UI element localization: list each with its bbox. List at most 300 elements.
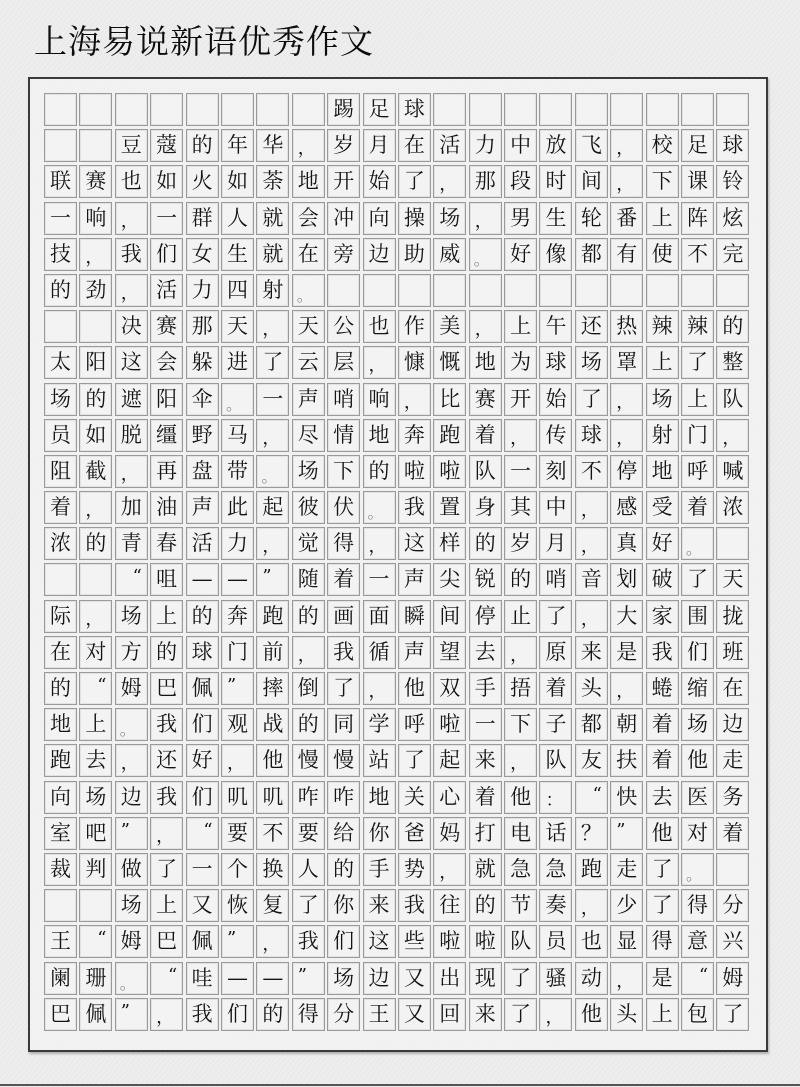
grid-cell: 要 xyxy=(221,817,254,850)
grid-cell: 人 xyxy=(292,853,325,886)
grid-cell: 你 xyxy=(327,889,360,922)
grid-cell: 着 xyxy=(469,781,502,814)
grid-cell: ， xyxy=(610,383,643,416)
manuscript-row xyxy=(44,491,753,527)
grid-cell: 他 xyxy=(646,817,679,850)
grid-cell: 的 xyxy=(44,274,77,307)
grid-cell-empty xyxy=(646,274,679,307)
grid-cell: 尽 xyxy=(292,419,325,452)
grid-cell: 阻 xyxy=(44,455,77,488)
grid-cell: ， xyxy=(433,165,466,198)
grid-cell: 员 xyxy=(44,419,77,452)
grid-cell: 缰 xyxy=(150,419,183,452)
grid-cell: 。 xyxy=(681,527,714,560)
grid-cell: ， xyxy=(79,238,112,271)
grid-cell: 罩 xyxy=(610,346,643,379)
manuscript-row xyxy=(44,853,753,889)
grid-cell: 走 xyxy=(716,744,749,777)
grid-cell: ， xyxy=(115,455,148,488)
grid-cell: 头 xyxy=(610,998,643,1031)
grid-cell: 场 xyxy=(115,600,148,633)
grid-cell: 岁 xyxy=(327,129,360,162)
grid-cell: 。 xyxy=(681,853,714,886)
grid-cell: 了 xyxy=(716,998,749,1031)
grid-cell: 瞬 xyxy=(398,600,431,633)
grid-cell: 回 xyxy=(433,998,466,1031)
grid-cell: 在 xyxy=(716,672,749,705)
grid-cell: 破 xyxy=(646,563,679,596)
grid-cell: ， xyxy=(292,636,325,669)
grid-cell: 劲 xyxy=(79,274,112,307)
grid-cell: 他 xyxy=(256,744,289,777)
grid-cell: 要 xyxy=(292,817,325,850)
grid-cell: 了 xyxy=(327,672,360,705)
manuscript-row xyxy=(44,310,753,346)
manuscript-row xyxy=(44,889,753,925)
grid-cell-empty xyxy=(610,274,643,307)
grid-cell: 场 xyxy=(681,708,714,741)
grid-cell: 传 xyxy=(539,419,572,452)
grid-cell: 好 xyxy=(646,527,679,560)
grid-cell: 爸 xyxy=(398,817,431,850)
grid-cell-empty xyxy=(433,93,466,126)
grid-cell: ， xyxy=(115,274,148,307)
grid-cell: ， xyxy=(256,310,289,343)
grid-cell: 阳 xyxy=(79,346,112,379)
grid-cell: 我 xyxy=(646,636,679,669)
grid-cell: 此 xyxy=(221,491,254,524)
grid-cell: ” xyxy=(115,817,148,850)
grid-cell: 作 xyxy=(398,310,431,343)
grid-cell: ？ xyxy=(575,817,608,850)
grid-cell: 的 xyxy=(716,310,749,343)
grid-cell: 岁 xyxy=(504,527,537,560)
grid-cell: 裁 xyxy=(44,853,77,886)
grid-cell: 巴 xyxy=(150,672,183,705)
grid-cell: 感 xyxy=(610,491,643,524)
grid-cell: ， xyxy=(716,419,749,452)
grid-cell: 力 xyxy=(186,274,219,307)
grid-cell: 走 xyxy=(610,853,643,886)
grid-cell: 姆 xyxy=(115,925,148,958)
grid-cell: 些 xyxy=(398,925,431,958)
grid-cell: 又 xyxy=(398,998,431,1031)
grid-cell: 妈 xyxy=(433,817,466,850)
grid-cell: 辣 xyxy=(646,310,679,343)
grid-cell: 了 xyxy=(398,744,431,777)
grid-cell: 奔 xyxy=(221,600,254,633)
grid-cell: 家 xyxy=(646,600,679,633)
grid-cell: 扶 xyxy=(610,744,643,777)
grid-cell-empty xyxy=(646,93,679,126)
grid-cell: 技 xyxy=(44,238,77,271)
grid-cell: 的 xyxy=(186,129,219,162)
grid-cell: 我 xyxy=(327,636,360,669)
manuscript-row xyxy=(44,672,753,708)
grid-cell: 上 xyxy=(79,708,112,741)
grid-cell: 进 xyxy=(221,346,254,379)
grid-cell: 声 xyxy=(186,491,219,524)
manuscript-row xyxy=(44,238,753,274)
grid-cell: 叽 xyxy=(221,781,254,814)
grid-cell: 兴 xyxy=(716,925,749,958)
grid-cell: 真 xyxy=(610,527,643,560)
manuscript-row xyxy=(44,600,753,636)
grid-cell-empty xyxy=(44,563,77,596)
grid-cell: 下 xyxy=(646,165,679,198)
grid-cell: 又 xyxy=(398,962,431,995)
manuscript-row xyxy=(44,129,753,165)
grid-cell: ， xyxy=(256,419,289,452)
grid-cell: 铃 xyxy=(716,165,749,198)
grid-cell: 油 xyxy=(150,491,183,524)
grid-cell: 叽 xyxy=(256,781,289,814)
grid-cell: 如 xyxy=(79,419,112,452)
grid-cell: 分 xyxy=(716,889,749,922)
grid-cell: 向 xyxy=(44,781,77,814)
grid-cell: 边 xyxy=(716,708,749,741)
grid-cell: 躲 xyxy=(186,346,219,379)
grid-cell: 上 xyxy=(150,889,183,922)
grid-cell: 跑 xyxy=(575,853,608,886)
grid-cell: 关 xyxy=(398,781,431,814)
grid-cell: 射 xyxy=(646,419,679,452)
grid-cell-empty xyxy=(79,310,112,343)
grid-cell: 快 xyxy=(610,781,643,814)
grid-cell: 就 xyxy=(469,853,502,886)
grid-cell: 队 xyxy=(469,455,502,488)
grid-cell: 的 xyxy=(504,563,537,596)
grid-cell: 一 xyxy=(150,202,183,235)
grid-cell: 身 xyxy=(469,491,502,524)
grid-cell: 我 xyxy=(398,889,431,922)
grid-cell: 手 xyxy=(469,672,502,705)
grid-cell: 力 xyxy=(469,129,502,162)
grid-cell: 旁 xyxy=(327,238,360,271)
grid-cell-empty xyxy=(681,274,714,307)
grid-cell: 学 xyxy=(363,708,396,741)
grid-cell: 就 xyxy=(256,202,289,235)
grid-cell: 月 xyxy=(539,527,572,560)
grid-cell: 浓 xyxy=(716,491,749,524)
grid-cell: 急 xyxy=(539,853,572,886)
grid-cell: 中 xyxy=(504,129,537,162)
grid-cell: 班 xyxy=(716,636,749,669)
grid-cell: 蜷 xyxy=(646,672,679,705)
grid-cell: ” xyxy=(256,563,289,596)
grid-cell: 如 xyxy=(150,165,183,198)
grid-cell: ” xyxy=(610,817,643,850)
grid-cell: 奏 xyxy=(539,889,572,922)
grid-cell: 姆 xyxy=(716,962,749,995)
grid-cell: 的 xyxy=(469,527,502,560)
grid-cell: 上 xyxy=(150,600,183,633)
grid-cell: 太 xyxy=(44,346,77,379)
grid-cell: 天 xyxy=(221,310,254,343)
grid-cell: 在 xyxy=(292,238,325,271)
grid-cell: 呼 xyxy=(681,455,714,488)
grid-cell: 中 xyxy=(539,491,572,524)
grid-cell: 佩 xyxy=(186,672,219,705)
grid-cell: 云 xyxy=(292,346,325,379)
grid-cell: ， xyxy=(610,962,643,995)
grid-cell: 再 xyxy=(150,455,183,488)
grid-cell: 火 xyxy=(186,165,219,198)
grid-cell-empty xyxy=(398,274,431,307)
grid-cell: 对 xyxy=(79,636,112,669)
grid-cell: 下 xyxy=(327,455,360,488)
grid-cell: 缩 xyxy=(681,672,714,705)
grid-cell: ， xyxy=(398,383,431,416)
grid-cell: 音 xyxy=(575,563,608,596)
grid-cell: 姆 xyxy=(115,672,148,705)
grid-cell: 摔 xyxy=(256,672,289,705)
grid-cell: 力 xyxy=(221,527,254,560)
grid-cell: 佩 xyxy=(186,925,219,958)
grid-cell: 停 xyxy=(469,600,502,633)
grid-cell: 球 xyxy=(539,346,572,379)
grid-cell: 上 xyxy=(681,383,714,416)
grid-cell: 咀 xyxy=(150,563,183,596)
grid-cell-empty xyxy=(716,93,749,126)
manuscript-row xyxy=(44,781,753,817)
grid-cell: 球 xyxy=(575,419,608,452)
manuscript-row xyxy=(44,346,753,382)
grid-cell: 上 xyxy=(504,310,537,343)
grid-cell: 蔻 xyxy=(150,129,183,162)
grid-cell: 又 xyxy=(186,889,219,922)
grid-cell: ， xyxy=(610,129,643,162)
grid-cell: 他 xyxy=(681,744,714,777)
grid-cell: 热 xyxy=(610,310,643,343)
grid-cell: ” xyxy=(292,962,325,995)
grid-cell: 往 xyxy=(433,889,466,922)
grid-cell: 我 xyxy=(292,925,325,958)
grid-cell: ， xyxy=(363,672,396,705)
grid-cell: 动 xyxy=(575,962,608,995)
grid-cell: 加 xyxy=(115,491,148,524)
grid-cell: 年 xyxy=(221,129,254,162)
grid-cell: 得 xyxy=(646,925,679,958)
grid-cell-empty xyxy=(610,93,643,126)
grid-cell: 跑 xyxy=(256,600,289,633)
grid-cell: 了 xyxy=(575,383,608,416)
grid-cell: 天 xyxy=(716,563,749,596)
grid-cell: 了 xyxy=(504,962,537,995)
grid-cell: 还 xyxy=(575,310,608,343)
grid-cell-empty xyxy=(79,93,112,126)
grid-cell: ， xyxy=(256,527,289,560)
grid-cell: 分 xyxy=(327,998,360,1031)
manuscript-row xyxy=(44,998,753,1034)
grid-cell: 慢 xyxy=(327,744,360,777)
grid-cell: 这 xyxy=(363,925,396,958)
grid-cell: ， xyxy=(115,744,148,777)
grid-cell: 上 xyxy=(646,202,679,235)
grid-cell: 捂 xyxy=(504,672,537,705)
grid-cell-empty xyxy=(433,274,466,307)
grid-cell: 前 xyxy=(256,636,289,669)
grid-cell: 着 xyxy=(646,708,679,741)
grid-cell: 一 xyxy=(363,563,396,596)
grid-cell: 来 xyxy=(575,636,608,669)
grid-cell: 显 xyxy=(610,925,643,958)
grid-cell-empty xyxy=(186,93,219,126)
grid-cell: 节 xyxy=(504,889,537,922)
grid-cell: “ xyxy=(186,817,219,850)
grid-cell: 心 xyxy=(433,781,466,814)
grid-cell-empty xyxy=(221,93,254,126)
grid-cell: 画 xyxy=(327,600,360,633)
grid-cell: ， xyxy=(610,165,643,198)
grid-cell: “ xyxy=(681,962,714,995)
grid-cell: 的 xyxy=(79,383,112,416)
grid-cell: 我 xyxy=(398,491,431,524)
grid-cell: 这 xyxy=(115,346,148,379)
grid-cell: 边 xyxy=(363,238,396,271)
grid-cell: 啦 xyxy=(433,925,466,958)
grid-cell: 的 xyxy=(44,672,77,705)
grid-cell: 围 xyxy=(681,600,714,633)
grid-cell: 队 xyxy=(716,383,749,416)
grid-cell: 们 xyxy=(221,998,254,1031)
grid-cell: 男 xyxy=(504,202,537,235)
grid-cell: 遮 xyxy=(115,383,148,416)
grid-cell: 王 xyxy=(363,998,396,1031)
grid-cell: 情 xyxy=(327,419,360,452)
grid-cell: 场 xyxy=(433,202,466,235)
grid-cell: 使 xyxy=(646,238,679,271)
grid-cell: 场 xyxy=(115,889,148,922)
grid-cell: ， xyxy=(575,600,608,633)
grid-cell: 观 xyxy=(221,708,254,741)
bottom-divider xyxy=(0,1084,800,1086)
essay-title-char: 足 xyxy=(363,93,396,126)
grid-cell: 我 xyxy=(115,238,148,271)
grid-cell: 刻 xyxy=(539,455,572,488)
grid-cell: 锐 xyxy=(469,563,502,596)
grid-cell: ： xyxy=(539,781,572,814)
grid-cell: 哇 xyxy=(186,962,219,995)
grid-cell: 地 xyxy=(646,455,679,488)
essay-title-char: 踢 xyxy=(327,93,360,126)
grid-cell: 王 xyxy=(44,925,77,958)
grid-cell: 那 xyxy=(186,310,219,343)
manuscript-row xyxy=(44,383,753,419)
grid-cell-empty xyxy=(292,93,325,126)
grid-cell-empty xyxy=(44,889,77,922)
grid-cell: 整 xyxy=(716,346,749,379)
grid-cell: 一 xyxy=(44,202,77,235)
grid-cell: 珊 xyxy=(79,962,112,995)
grid-cell: 原 xyxy=(539,636,572,669)
grid-cell: 比 xyxy=(433,383,466,416)
grid-cell: 也 xyxy=(363,310,396,343)
grid-cell: 去 xyxy=(646,781,679,814)
grid-cell: 队 xyxy=(504,925,537,958)
grid-cell: 场 xyxy=(79,781,112,814)
manuscript-row xyxy=(44,817,753,853)
manuscript-row xyxy=(44,962,753,998)
grid-cell: 样 xyxy=(433,527,466,560)
manuscript-row xyxy=(44,419,753,455)
grid-cell: 喊 xyxy=(716,455,749,488)
grid-cell: 脱 xyxy=(115,419,148,452)
grid-cell-empty xyxy=(716,527,749,560)
grid-cell: 急 xyxy=(504,853,537,886)
grid-cell: 门 xyxy=(681,419,714,452)
grid-cell: 门 xyxy=(221,636,254,669)
grid-cell: 场 xyxy=(327,962,360,995)
grid-cell: 不 xyxy=(681,238,714,271)
grid-cell: 伏 xyxy=(327,491,360,524)
manuscript-row xyxy=(44,708,753,744)
grid-cell: 不 xyxy=(575,455,608,488)
grid-cell: ， xyxy=(575,527,608,560)
grid-cell: 活 xyxy=(186,527,219,560)
grid-cell: 换 xyxy=(256,853,289,886)
manuscript-row xyxy=(44,563,753,599)
grid-cell-empty xyxy=(44,129,77,162)
grid-cell: 起 xyxy=(256,491,289,524)
grid-cell: 医 xyxy=(681,781,714,814)
grid-cell: 我 xyxy=(186,998,219,1031)
grid-cell: “ xyxy=(150,962,183,995)
grid-cell: 都 xyxy=(575,708,608,741)
grid-cell: 际 xyxy=(44,600,77,633)
grid-cell-empty xyxy=(79,129,112,162)
grid-cell: 四 xyxy=(221,274,254,307)
grid-cell: 着 xyxy=(44,491,77,524)
grid-cell: ” xyxy=(221,925,254,958)
grid-cell: 那 xyxy=(469,165,502,198)
grid-cell: 飞 xyxy=(575,129,608,162)
grid-cell: 。 xyxy=(256,455,289,488)
grid-cell: “ xyxy=(115,563,148,596)
manuscript-grid xyxy=(44,93,753,1034)
grid-cell: 啦 xyxy=(469,925,502,958)
grid-cell: ， xyxy=(610,672,643,705)
grid-cell: 为 xyxy=(504,346,537,379)
grid-cell-empty xyxy=(79,563,112,596)
manuscript-row xyxy=(44,636,753,672)
grid-cell: 给 xyxy=(327,817,360,850)
grid-cell: 轮 xyxy=(575,202,608,235)
grid-cell: 尖 xyxy=(433,563,466,596)
grid-cell: 打 xyxy=(469,817,502,850)
grid-cell-empty xyxy=(504,274,537,307)
grid-cell: 还 xyxy=(150,744,183,777)
grid-cell: 们 xyxy=(186,781,219,814)
grid-cell: ， xyxy=(363,527,396,560)
grid-cell: 来 xyxy=(363,889,396,922)
grid-cell: 一 xyxy=(186,853,219,886)
grid-cell: ， xyxy=(469,310,502,343)
grid-cell: 球 xyxy=(716,129,749,162)
grid-cell: ， xyxy=(79,600,112,633)
grid-cell: 的 xyxy=(292,600,325,633)
grid-cell: 向 xyxy=(363,202,396,235)
grid-cell: ， xyxy=(79,491,112,524)
grid-cell: 。 xyxy=(469,238,502,271)
grid-cell: 午 xyxy=(539,310,572,343)
grid-cell: 着 xyxy=(539,672,572,705)
grid-cell-empty xyxy=(681,93,714,126)
grid-cell: 奔 xyxy=(398,419,431,452)
grid-cell: 间 xyxy=(575,165,608,198)
grid-cell: ， xyxy=(221,744,254,777)
grid-cell: 出 xyxy=(433,962,466,995)
